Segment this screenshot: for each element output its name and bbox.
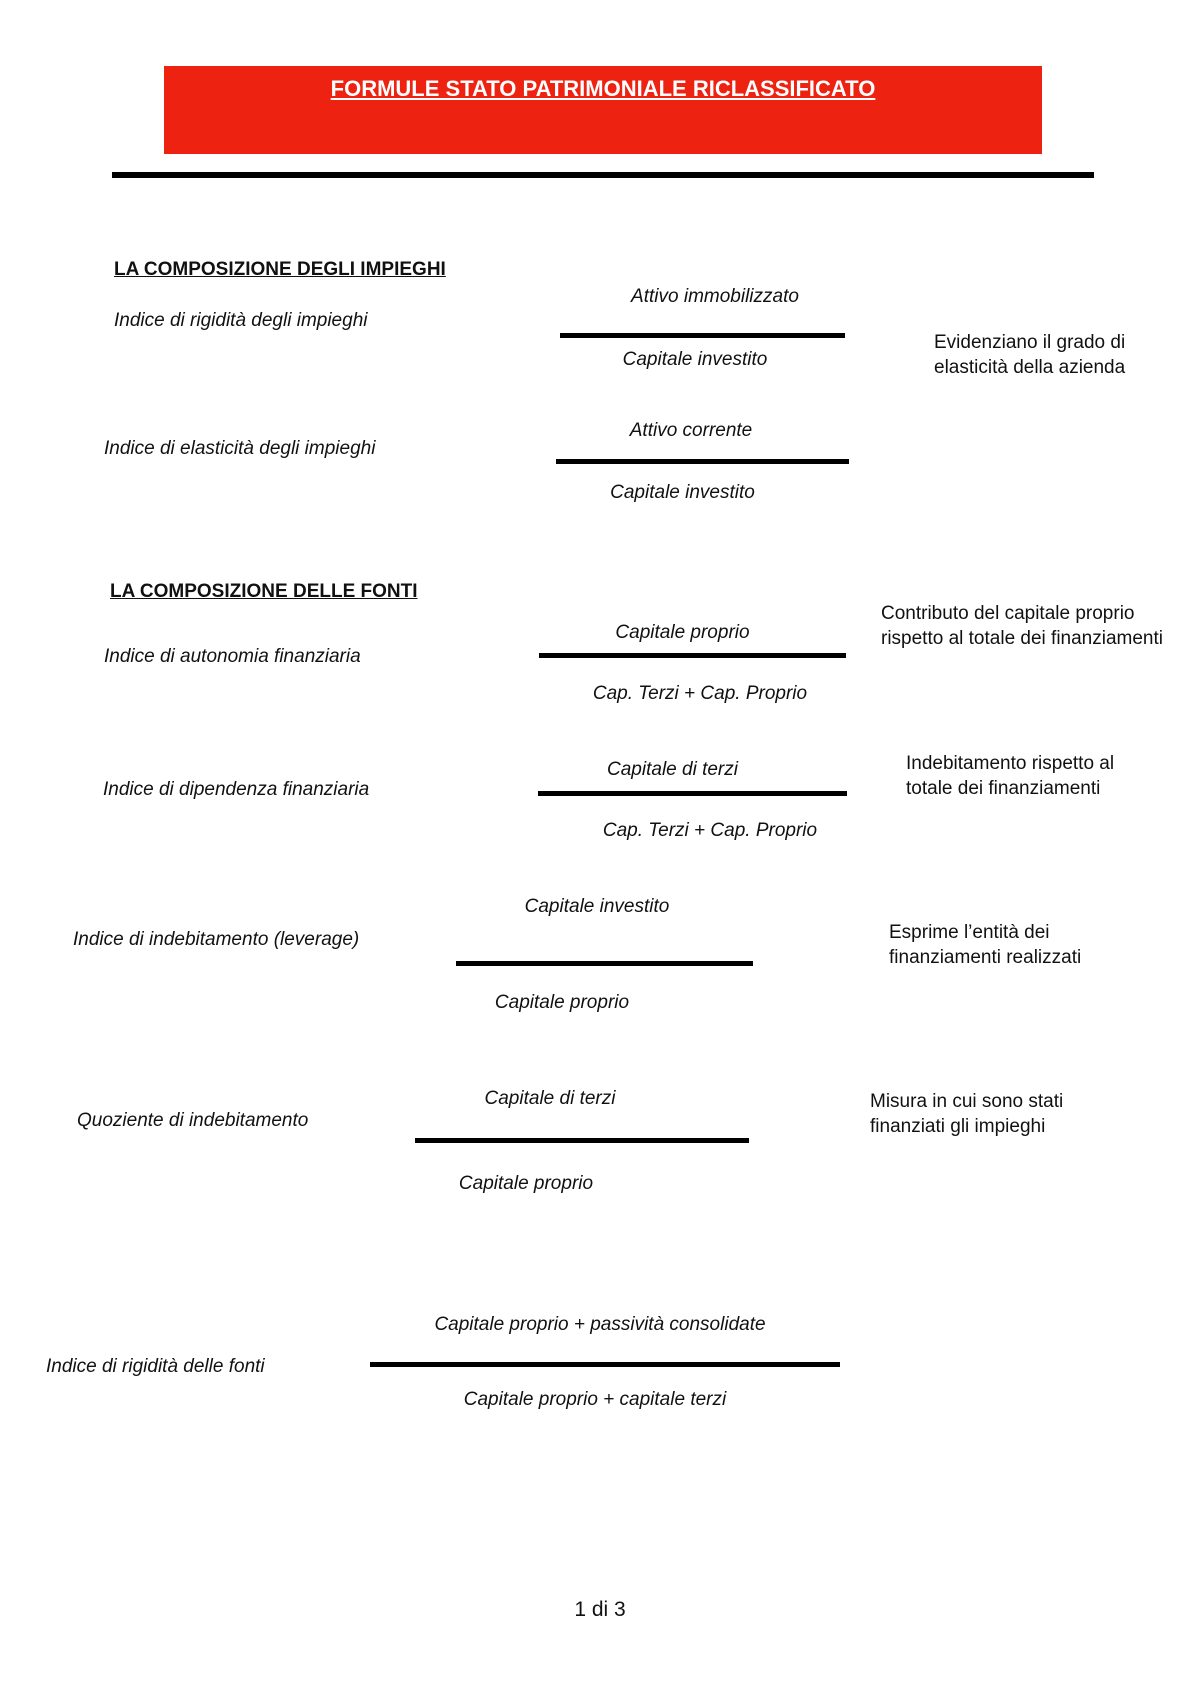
formula-denominator: Capitale investito [610, 482, 755, 503]
formula-denominator: Cap. Terzi + Cap. Proprio [592, 683, 808, 704]
formula-label: Indice di indebitamento (leverage) [73, 929, 360, 950]
fraction-bar [538, 791, 847, 796]
note-quoziente: Misura in cui sono stati finanziati gli impieghi [870, 1091, 1064, 1137]
page-title: FORMULE STATO PATRIMONIALE RICLASSIFICATO [330, 76, 876, 101]
page-number: 1 di 3 [574, 1598, 626, 1621]
formula-denominator: Cap. Terzi + Cap. Proprio [602, 820, 818, 841]
fraction-bar [456, 961, 753, 966]
formula-numerator: Capitale proprio + passività consolidate [434, 1314, 766, 1335]
fraction-bar [539, 653, 846, 658]
section-heading-fonti: LA COMPOSIZIONE DELLE FONTI [110, 581, 418, 602]
formula-denominator: Capitale proprio [458, 1173, 594, 1194]
note-dipendenza: Indebitamento rispetto al totale dei finanziamenti [906, 753, 1115, 799]
header-divider [112, 172, 1094, 178]
formula-numerator: Capitale proprio [615, 622, 750, 643]
note-leverage: Esprime l’entità dei finanziamenti realizzati [889, 922, 1082, 968]
formula-label: Indice di dipendenza finanziaria [103, 779, 370, 800]
fraction-bar [415, 1138, 749, 1143]
note-autonomia: Contributo del capitale proprio rispetto al totale dei finanziamenti [881, 603, 1163, 649]
formula-label: Indice di rigidità delle fonti [46, 1356, 265, 1377]
formula-denominator: Capitale proprio + capitale terzi [463, 1389, 727, 1410]
fraction-bar [370, 1362, 840, 1367]
formula-label: Indice di rigidità degli impieghi [114, 310, 368, 331]
title-banner [164, 66, 1042, 154]
fraction-bar [556, 459, 849, 464]
formula-label: Indice di elasticità degli impieghi [104, 438, 376, 459]
formula-label: Indice di autonomia finanziaria [104, 646, 361, 667]
fraction-bar [560, 333, 845, 338]
section-heading-impieghi: LA COMPOSIZIONE DEGLI IMPIEGHI [114, 259, 446, 280]
formula-denominator: Capitale proprio [494, 992, 630, 1013]
formula-denominator: Capitale investito [622, 349, 768, 370]
formula-numerator: Attivo immobilizzato [631, 286, 799, 307]
note-elasticita: Evidenziano il grado di elasticità della azienda [934, 332, 1126, 378]
formula-label: Quoziente di indebitamento [77, 1110, 309, 1131]
formula-numerator: Capitale investito [524, 896, 670, 917]
formula-numerator: Attivo corrente [629, 420, 753, 441]
formula-numerator: Capitale di terzi [484, 1088, 616, 1109]
formula-numerator: Capitale di terzi [607, 759, 738, 780]
